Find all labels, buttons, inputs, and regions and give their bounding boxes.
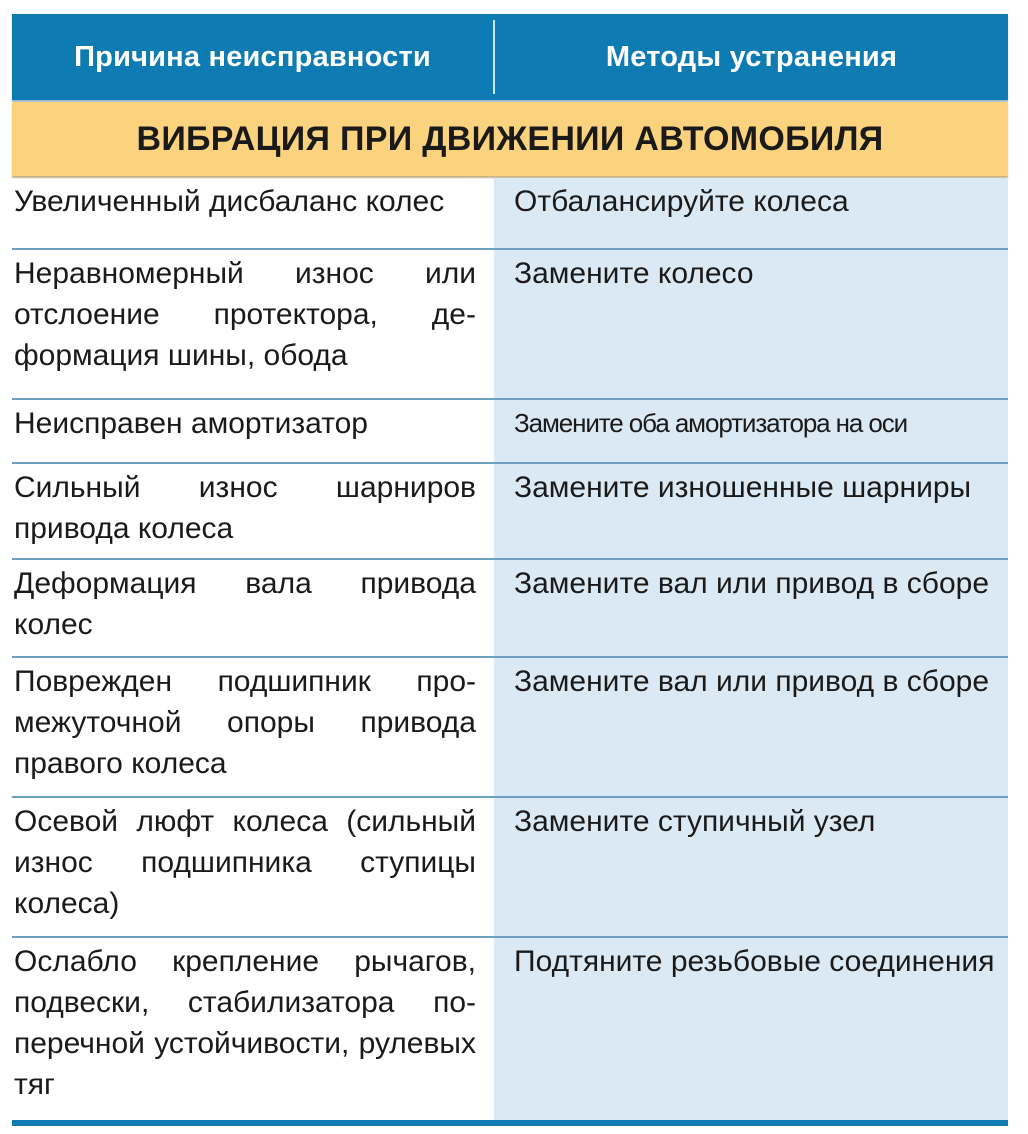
cause-cell: Неисправен амортизатор: [14, 407, 368, 440]
troubleshooting-table: [12, 14, 1008, 1126]
table-row: [12, 658, 1008, 798]
table-row: [12, 938, 1008, 1120]
cause-cell: Неравномерный износ или отслоение протектора, деформация шины, обода: [14, 257, 476, 372]
table-row: [12, 400, 1008, 464]
remedy-cell: Замените ступичный узел: [514, 805, 876, 838]
table-header: [12, 14, 1008, 100]
table-bottom-rule: [12, 1120, 1008, 1126]
table-row: [12, 798, 1008, 938]
cause-cell: Ослабло крепление рычагов, подвески, стабилизатора поперечной устойчивости, рулевых тяг: [14, 945, 476, 1101]
table-row: [12, 464, 1008, 560]
remedy-cell: Замените оба амортизатора на оси: [514, 408, 908, 438]
remedy-cell: Подтяните резьбовые соединения: [514, 945, 995, 978]
table-row: [12, 178, 1008, 250]
cause-cell: Сильный износ шарниров привода колеса: [14, 471, 476, 545]
section-title: ВИБРАЦИЯ ПРИ ДВИЖЕНИИ АВТОМОБИЛЯ: [12, 102, 1008, 176]
remedy-cell: Замените вал или привод в сборе: [514, 665, 990, 698]
header-remedy: Методы устранения: [605, 40, 898, 73]
remedy-cell: Замените изношенные шарниры: [514, 471, 972, 504]
cause-cell: Осевой люфт колеса (сильный износ подшипника ступицы колеса): [14, 805, 476, 920]
remedy-cell: Замените вал или привод в сборе: [514, 567, 990, 600]
remedy-cell: Отбалансируйте колеса: [514, 185, 849, 218]
table-row: [12, 560, 1008, 658]
cause-cell: Увеличенный дисбаланс колес: [14, 185, 445, 218]
table-row: [12, 250, 1008, 400]
header-cause: Причина неисправности: [74, 40, 431, 73]
cause-cell: Деформация вала привода колес: [14, 567, 476, 641]
cause-cell: Поврежден подшипник промежуточной опоры привода правого колеса: [14, 665, 476, 780]
remedy-cell: Замените колесо: [514, 257, 754, 290]
